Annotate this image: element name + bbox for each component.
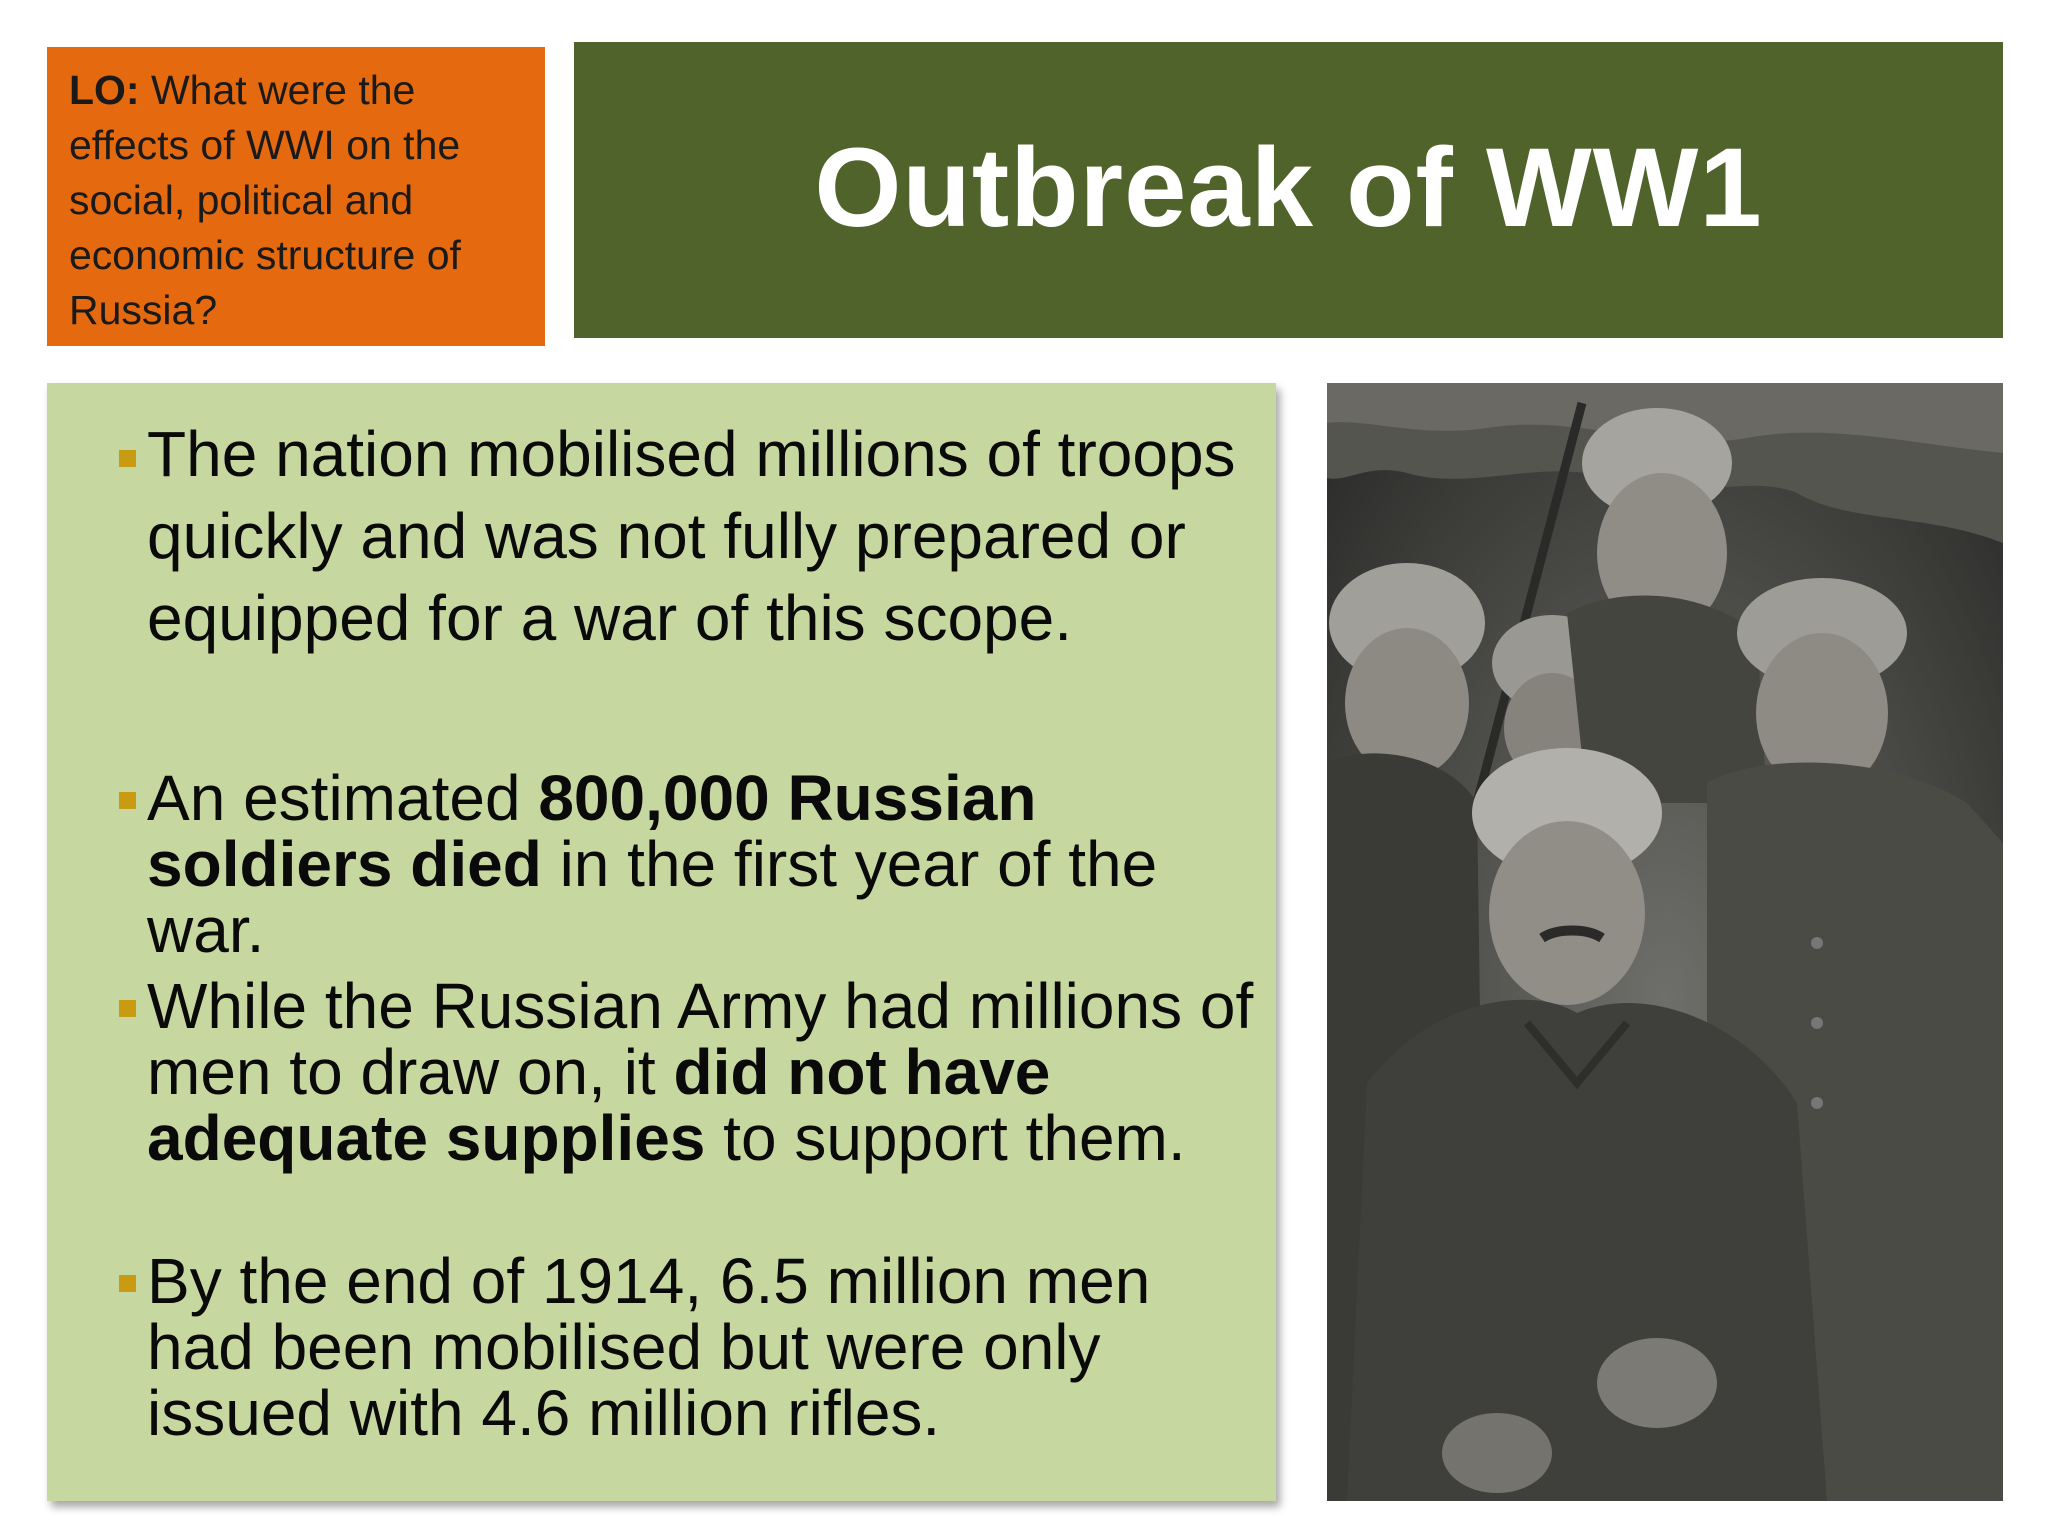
bullet-item-rifles bbox=[147, 1245, 1267, 1449]
lo-question: What were the effects of WWI on the social, political and economic structure of Russia? bbox=[69, 67, 461, 333]
bullet-text-post: in the first year of the war. bbox=[147, 828, 1158, 966]
bullet-text: By the end of 1914, 6.5 million men had been mobilised but were only issued with 4.6 million rifles. bbox=[147, 1245, 1151, 1449]
bullet-item-casualties bbox=[147, 762, 1267, 966]
bullet-text: The nation mobilised millions of troops quickly and was not fully prepared or equipped for a war of this scope. bbox=[147, 418, 1236, 654]
bullet-text-bold: did not have adequate supplies bbox=[147, 1036, 1051, 1174]
content-panel bbox=[47, 383, 1276, 1501]
square-bullet-icon bbox=[119, 450, 136, 467]
learning-objective-box bbox=[47, 47, 545, 346]
bullet-text-post: to support them. bbox=[705, 1102, 1186, 1174]
bullet-text-pre: An estimated bbox=[147, 762, 539, 834]
slide-title: Outbreak of WW1 bbox=[814, 124, 1763, 250]
bullet-text-bold: 800,000 Russian soldiers died bbox=[147, 762, 1037, 900]
soldiers-photo-illustration bbox=[1327, 383, 2003, 1501]
bullet-text-pre: While the Russian Army had millions of men to draw on, it bbox=[147, 970, 1254, 1108]
title-banner bbox=[574, 42, 2003, 338]
square-bullet-icon bbox=[119, 792, 136, 809]
square-bullet-icon bbox=[119, 1275, 136, 1292]
bullet-item-mobilisation bbox=[147, 413, 1267, 659]
lo-label: LO: bbox=[69, 67, 140, 113]
bullet-item-supplies bbox=[147, 970, 1267, 1174]
soldiers-photo bbox=[1327, 383, 2003, 1501]
square-bullet-icon bbox=[119, 1000, 136, 1017]
